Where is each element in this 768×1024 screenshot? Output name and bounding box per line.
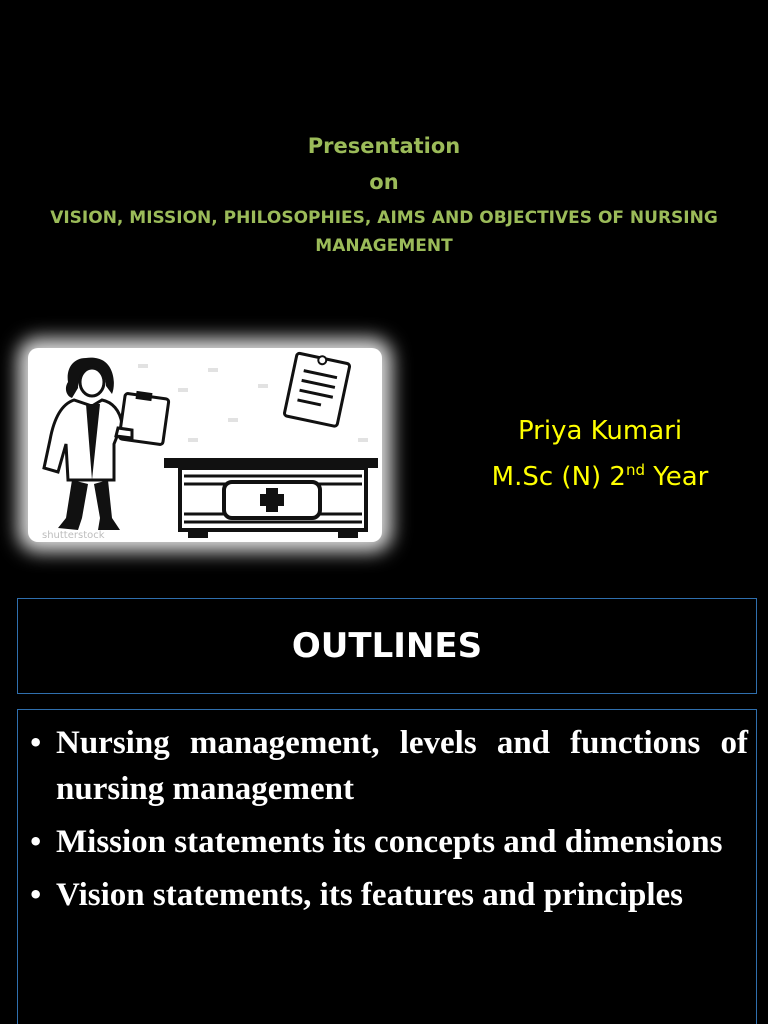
nurse-with-clipboard-and-medical-cart-icon: [28, 348, 382, 542]
presentation-subtitle: VISION, MISSION, PHILOSOPHIES, AIMS AND OBJECTIVES OF NURSING MANAGEMENT: [50, 208, 718, 256]
author-degree: [440, 454, 760, 500]
bullet-icon: •: [28, 729, 44, 757]
outline-item-text: Mission statements its concepts and dimensions: [56, 824, 723, 860]
bullet-icon: •: [28, 881, 44, 909]
outline-list: [18, 710, 756, 918]
outline-item: [28, 819, 748, 865]
outline-item: [28, 720, 748, 812]
nurse-illustration: [28, 348, 382, 542]
outline-heading-box: [17, 598, 757, 694]
outline-list-box: [17, 709, 757, 1024]
outline-item-text: Vision statements, its features and principles: [56, 877, 683, 913]
outline-heading: OUTLINES: [291, 626, 483, 666]
outline-item: [28, 872, 748, 918]
outline-item-text: Nursing management, levels and functions of nursing management: [56, 725, 748, 807]
degree-prefix: M.Sc (N) 2: [491, 462, 626, 492]
author-block: [440, 408, 760, 500]
degree-superscript: nd: [625, 461, 646, 479]
title-connector: on: [369, 170, 399, 194]
presentation-title: Presentation: [307, 134, 461, 158]
title-block: [0, 128, 768, 260]
watermark-text: shutterstock: [42, 530, 105, 541]
degree-suffix: Year: [645, 462, 709, 492]
bullet-icon: •: [28, 828, 44, 856]
author-name: Priya Kumari: [517, 416, 683, 446]
